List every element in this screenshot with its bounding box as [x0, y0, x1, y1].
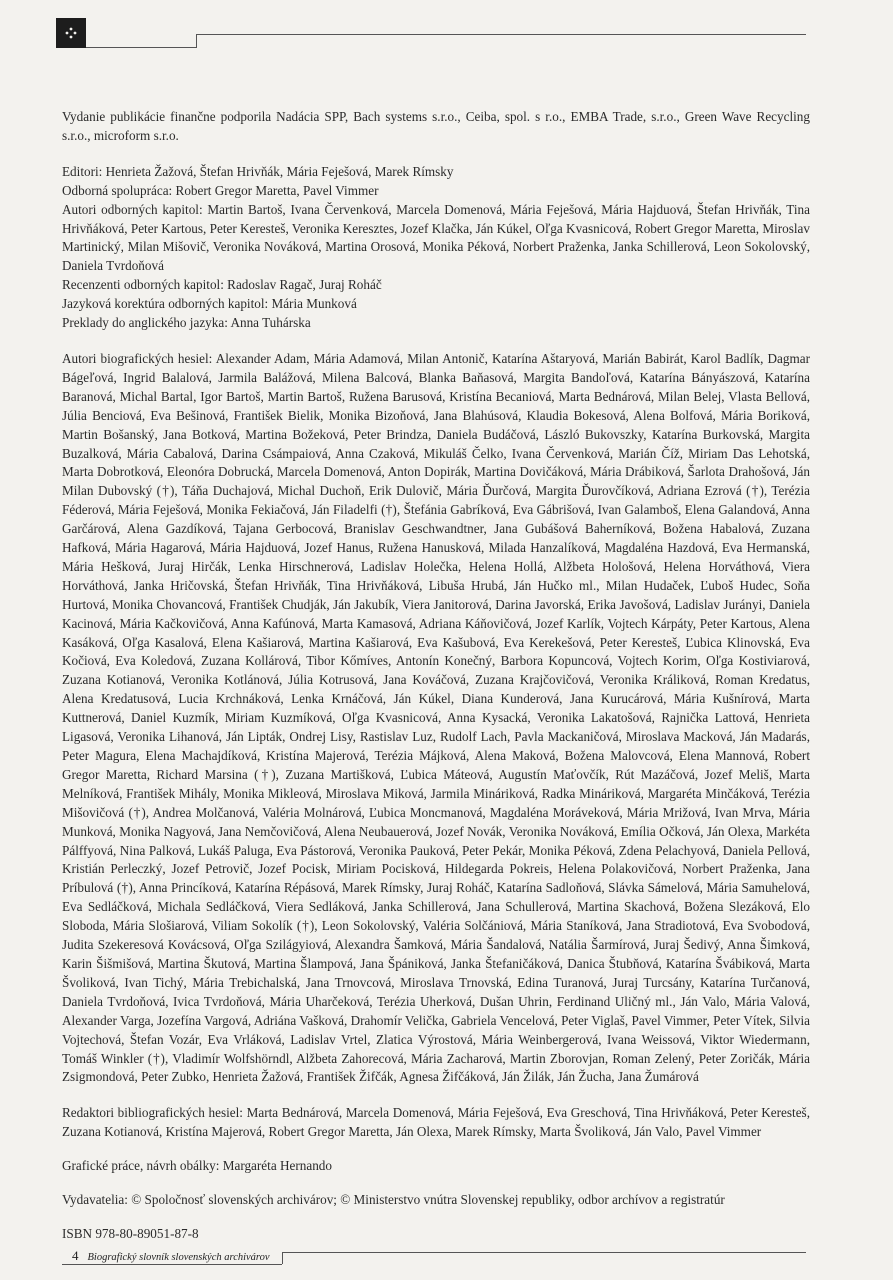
editors-line: Editori: Henrieta Žažová, Štefan Hrivňák, Mária Feješová, Marek Rímsky — [62, 163, 454, 179]
chapter-authors-line: Autori odborných kapitol: Martin Bartoš, Ivana Červenková, Marcela Domenová, Mária Feješová, Mária Hajduová, Štefan Hrivňák, Tina Hrivňáková, Peter Kartous, Peter Keresteš, Veronika Keresztes, Jozef Klačka, Ján Kúkel, Oľga Kvasnicová, Robert Gregor Maretta, Miroslav Martinický, Milan Mišovič, Veronika Nováková, Martina Orosová, Monika Péková, Norbert Praženka, Janka Schillerová, Leon Sokolovský, Daniela Tvrdoňová — [62, 201, 810, 274]
page-footer — [72, 1248, 270, 1264]
translation-line: Preklady do anglického jazyka: Anna Tuhárska — [62, 315, 311, 331]
bio-authors-paragraph: Autori biografických hesiel: Alexander Adam, Mária Adamová, Milan Antonič, Katarína Aštaryová, Marián Babirát, Karol Badlík, Dagmar Bágeľová, Ingrid Balalová, Jarmila Balážová, Milena Balcová, Blanka Baňasová, Margita Bandoľová, Katarína Bányászová, Katarína Baranová, Michal Bartal, Igor Bartoš, Martin Bartoš, Ružena Barusová, Kristína Becaniová, Marta Bednárová, Milan Belej, Vlasta Bellová, Júlia Benciová, Eva Bešinová, František Bielik, Monika Bizoňová, Jana Blahúsová, Klaudia Bokesová, Alena Bolfová, Mária Boriková, Martin Bošanský, Jana Botková, Martina Božeková, Peter Brindza, Daniela Budáčová, László Bukovszky, Katarína Burkovská, Margita Buzalková, Mária Cabalová, Darina Csámpaiová, Anna Czaková, Mikuláš Čelko, Ivana Červenková, Marián Číž, Miriam Das Lehotská, Marta Dobrotková, Eleonóra Dobrucká, Marcela Domenová, Anton Dopirák, Martina Dovičáková, Mária Drábiková, Šarlota Drahošová, Ján Milan Dubovský (†), Táňa Duchajová, Michal Duchoň, Erik Dulovič, Mária Ďurčová, Margita Ďurovčíková, Adriana Ezrová (†), Terézia Féderová, Mária Feješová, Monika Fekiačová, Ján Filadelfi (†), Štefánia Gabríková, Eva Gábrišová, Ivan Galamboš, Elena Galandová, Anna Garčárová, Alena Gazdíková, Tajana Gerbocová, Branislav Geschwandtner, Jana Gubášová Baherníková, Božena Habalová, Zuzana Hafková, Mária Hagarová, Mária Hajduová, Jozef Hanus, Ružena Hanusková, Milada Hanzalíková, Magdaléna Hazdová, Eva Hermanská, Mária Hešková, Juraj Hirčák, Lenka Hirschnerová, Ladislav Holečka, Helena Hollá, Alžbeta Hološová, Helena Horváthová, Viera Horváthová, Janka Hričovská, Štefan Hrivňák, Tina Hrivňáková, Libuša Hrubá, Ján Hučko ml., Milan Hudaček, Ľuboš Hudec, Soňa Hurtová, Monika Chovancová, František Chudják, Ján Jakubík, Viera Janitorová, Darina Javorská, Erika Javošová, Ladislav Jurányi, Daniela Kacinová, Mária Kačkovičová, Anna Kafúnová, Marta Kamasová, Adriana Káňovičová, Jozef Karlík, Vojtech Kárpáty, Peter Kartous, Alena Kasáková, Oľga Kasalová, Elena Kašiarová, Martina Kašiarová, Eva Kašubová, Eva Kerekešová, Peter Keresteš, Ľubica Klinovská, Eva Kočiová, Eva Koledová, Zuzana Kollárová, Tibor Kőmíves, Antonín Konečný, Barbora Kopuncová, Vojtech Korim, Oľga Kostiviarová, Zuzana Kotianová, Veronika Kotlánová, Júlia Kotrusová, Jana Kováčová, Zuzana Krajčovičová, Veronika Králiková, Roman Kredatus, Alena Kredatusová, Lucia Krchnáková, Lenka Krnáčová, Ján Kúkel, Diana Kunderová, Jana Kurucárová, Mária Kušnírová, Marta Kuttnerová, Daniel Kuzmík, Miriam Kuzmíková, Oľga Kvasnicová, Anna Kysacká, Veronika Lakatošová, Rajnička Lattová, Henrieta Ligasová, Veronika Lihanová, Ján Lipták, Ondrej Lisy, Rastislav Luz, Rudolf Lach, Pavla Mackaničová, Miroslava Macková, Ján Madarás, Peter Magura, Elena Machajdíková, Kristína Majerová, Terézia Májková, Alena Maková, Božena Malovcová, Elena Mannová, Robert Gregor Maretta, Richard Marsina (†), Zuzana Martišková, Ľubica Máteová, Augustín Maťovčík, Rút Mazáčová, Jozef Meliš, Marta Melníková, František Mihály, Monika Mikleová, Miroslava Miková, Jarmila Mináriková, Radka Mináriková, Margaréta Minčáková, Terézia Mišovičová (†), Andrea Molčanová, Valéria Molnárová, Ľubica Moncmanová, Magdaléna Moráveková, Mária Mrižová, Ivan Mrva, Mária Munková, Monika Nagyová, Jana Nemčovičová, Alena Neubauerová, Jozef Novák, Veronika Nováková, Emília Očková, Ján Olexa, Markéta Pálffyová, Nina Palková, Lukáš Paluga, Eva Pástorová, Veronika Pauková, Peter Pekár, Monika Péková, Zdena Pelachyová, Daniela Pellová, Kristián Perleczký, Jozef Petrovič, Jozef Pocisk, Miriam Pocisková, Hildegarda Pokreis, Helena Polakovičová, Norbert Praženka, Jana Príbulová (†), Anna Princíková, Katarína Répásová, Marek Rímsky, Juraj Roháč, Katarína Sadloňová, Slávka Sámelová, Mária Samuhelová, Eva Sedláčková, Michala Sedláčková, Viera Sedláková, Janka Schillerová, Jana Schullerová, Martina Skachová, Božena Slezáková, Elo Sloboda, Mária Slošiarová, Viliam Sokolík (†), Leon Sokolovský, Valéria Solčániová, Mária Staníková, Jana Stradiotová, Eva Svobodová, Judita Szekeresová Kovácsová, Oľga Szilágyiová, Alexandra Šamková, Mária Šandalová, Natália Šarmírová, Juraj Šedivý, Anna Šimková, Karin Šišmišová, Martina Škutová, Martina Šlampová, Jana Špániková, Janka Štefaničáková, Danica Štubňová, Katarína Švábiková, Marta Švoliková, Ivan Tichý, Mária Trebichalská, Jana Trnovcová, Miroslava Trnovská, Edina Turanová, Juraj Turcsány, Katarína Turčanová, Daniela Tvrdoňová, Ivica Tvrdoňová, Mária Uharčeková, Terézia Uherková, Dušan Uhrin, Ferdinand Uličný ml., Ján Valo, Mária Valová, Alexander Varga, Jozefína Vargová, Adriána Vašková, Drahomír Velička, Gabriela Vencelová, Peter Viglaš, Pavel Vimmer, Peter Vítek, Silvia Vojtechová, Štefan Vozár, Eva Vrláková, Ladislav Vrtel, Zlatica Výrostová, Mária Weinbergerová, Ivana Weissová, Viktor Wiedermann, Tomáš Winkler (†), Vladimír Wolfshörndl, Alžbeta Zahorecová, Mária Zacharová, Martin Zborovjan, Roman Zelený, Peter Zoričák, Mária Zsigmondová, Peter Zubko, Henrieta Žažová, František Žifčák, Agnesa Žifčáková, Ján Žilák, Ján Žucha, Jana Žumárová — [62, 350, 810, 1085]
bib-editors-paragraph: Redaktori bibliografických hesiel: Marta Bednárová, Marcela Domenová, Mária Feješová, Eva Greschová, Tina Hrivňáková, Peter Keresteš, Zuzana Kotianová, Kristína Majerová, Robert Gregor Maretta, Ján Olexa, Marek Rímsky, Marta Švoliková, Ján Valo, Pavel Vimmer — [62, 1105, 810, 1140]
running-title: Biografický slovník slovenských archivárov — [87, 1252, 270, 1263]
footer-rule — [62, 1264, 282, 1265]
corner-ornament-icon — [56, 18, 86, 48]
publisher-line: Vydavatelia: © Spoločnosť slovenských archivárov; © Ministerstvo vnútra Slovenskej republiky, odbor archívov a registratúr — [62, 1192, 725, 1208]
proofreading-line: Jazyková korektúra odborných kapitol: Mária Munková — [62, 296, 357, 312]
funding-note: Vydanie publikácie finančne podporila Nadácia SPP, Bach systems s.r.o., Ceiba, spol. s r.o., EMBA Trade, s.r.o., Green Wave Recycling s.r.o., microform s.r.o. — [62, 109, 810, 143]
cooperation-line: Odborná spolupráca: Robert Gregor Maretta, Pavel Vimmer — [62, 182, 379, 198]
reviewers-line: Recenzenti odborných kapitol: Radoslav Ragač, Juraj Roháč — [62, 277, 382, 293]
imprint-content — [62, 108, 810, 1244]
header-rule-right — [196, 34, 806, 35]
diamond-dots-icon — [64, 26, 78, 40]
graphics-line: Grafické práce, návrh obálky: Margaréta Hernando — [62, 1158, 332, 1174]
header-rule — [86, 47, 196, 48]
isbn-line: ISBN 978-80-89051-87-8 — [62, 1225, 199, 1241]
footer-rule-right — [282, 1252, 806, 1253]
footer-rule-step — [282, 1252, 283, 1264]
page-number: 4 — [72, 1248, 79, 1263]
header-rule-step — [196, 34, 197, 48]
